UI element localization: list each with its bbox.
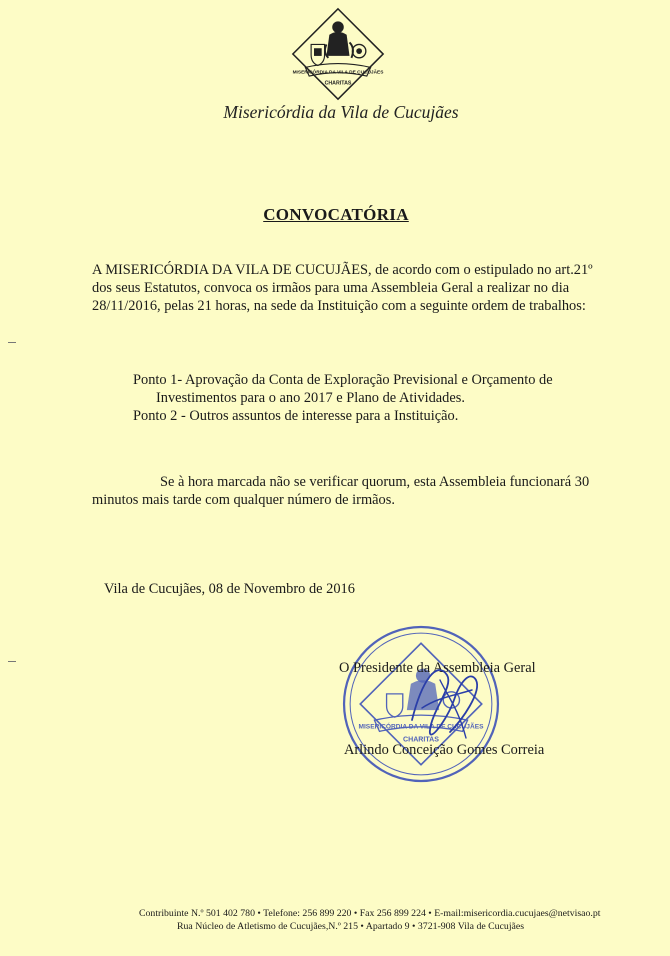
agenda-item-1-continuation: Investimentos para o ano 2017 e Plano de Atividades.: [156, 390, 465, 406]
logo-banner-text: MISERICÓRDIA DA VILA DE CUCUJÃES: [292, 70, 384, 76]
margin-fold-mark: [8, 342, 16, 343]
document-title: CONVOCATÓRIA: [263, 205, 409, 224]
footer-contact-line: Contribuinte N.º 501 402 780 • Telefone: 256 899 220 • Fax 256 899 224 • E-mail:misericordia.cucujaes@netvisao.pt: [139, 908, 601, 919]
intro-line: dos seus Estatutos, convoca os irmãos para uma Assembleia Geral a realizar no dia: [92, 280, 570, 296]
margin-fold-mark: [8, 661, 16, 662]
intro-line: A MISERICÓRDIA DA VILA DE CUCUJÃES, de acordo com o estipulado no art.21º: [92, 262, 593, 278]
quorum-paragraph: [92, 473, 589, 509]
quorum-line: minutos mais tarde com qualquer número de irmãos.: [92, 492, 395, 508]
logo-motto: CHARITAS: [324, 80, 352, 87]
place-date: Vila de Cucujães, 08 de Novembro de 2016: [104, 581, 355, 597]
org-name: Misericórdia da Vila de Cucujães: [223, 102, 459, 122]
agenda-list: [133, 371, 553, 425]
signature-icon: [392, 650, 492, 760]
signatory-title: O Presidente da Assembleia Geral: [339, 660, 536, 676]
agenda-item-2: Ponto 2 - Outros assuntos de interesse para a Instituição.: [133, 408, 459, 424]
intro-line: 28/11/2016, pelas 21 horas, na sede da Instituição com a seguinte ordem de trabalhos:: [92, 298, 586, 314]
footer-address-line: Rua Núcleo de Atletismo de Cucujães,N.º 215 • Apartado 9 • 3721-908 Vila de Cucujães: [177, 921, 525, 932]
stamp-banner-text: MISERICÓRDIA DA VILA DE CUCUJÃES: [358, 723, 484, 731]
misericordia-crest-icon: [290, 6, 386, 102]
intro-paragraph: [92, 261, 593, 315]
signatory-name: Arlindo Conceição Gomes Correia: [344, 742, 545, 758]
agenda-item-1: Ponto 1- Aprovação da Conta de Exploração Previsional e Orçamento de: [133, 372, 553, 388]
stamp-motto: CHARITAS: [402, 735, 440, 744]
quorum-line: Se à hora marcada não se verificar quorum, esta Assembleia funcionará 30: [160, 474, 590, 490]
